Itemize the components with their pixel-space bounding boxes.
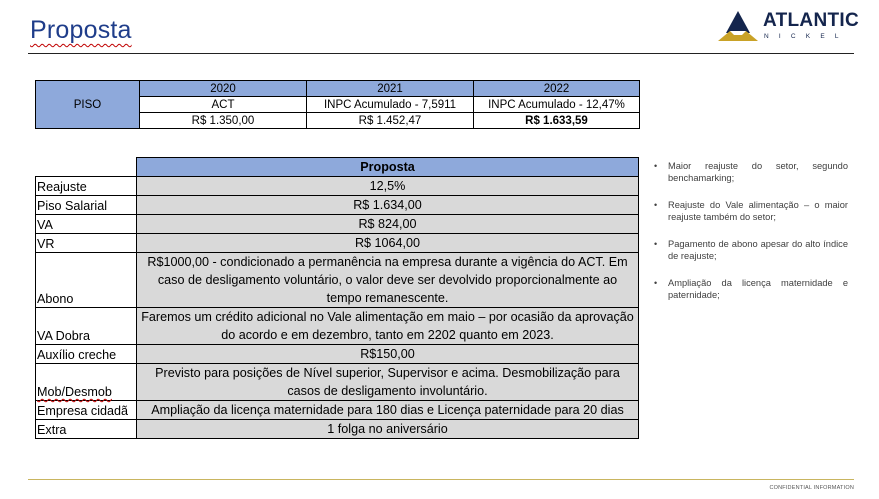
row-value: 12,5% [137, 177, 639, 196]
header-spacer [36, 158, 137, 177]
table-row [36, 308, 639, 345]
confidential-label: CONFIDENTIAL INFORMATION [769, 485, 854, 491]
row-value: Previsto para posições de Nível superior, Supervisor e acima. Desmobilização para casos de desligamento involuntário. [137, 364, 639, 401]
index-cell: INPC Acumulado - 12,47% [474, 97, 640, 113]
row-value: R$ 1064,00 [137, 234, 639, 253]
row-label: Extra [36, 420, 137, 439]
row-label: Abono [36, 253, 137, 308]
row-label-text: Mob/Desmob [37, 385, 112, 399]
row-value: R$ 824,00 [137, 215, 639, 234]
row-label: Piso Salarial [36, 196, 137, 215]
value-cell: R$ 1.350,00 [140, 113, 307, 129]
table-row [36, 253, 639, 308]
footer-divider [28, 479, 854, 480]
row-value: R$1000,00 - condicionado a permanência na empresa durante a vigência do ACT. Em caso de desligamento voluntário, o valor deve ser devolvido proporcionalmente ao tempo remanescente. [137, 253, 639, 308]
row-value: R$ 1.634,00 [137, 196, 639, 215]
atlantic-nickel-logo [716, 9, 859, 43]
row-value: 1 folga no aniversário [137, 420, 639, 439]
row-label [36, 364, 137, 401]
year-header: 2022 [474, 81, 640, 97]
page-title: Proposta [30, 16, 132, 44]
table-row [36, 401, 639, 420]
logo-subword: NICKEL [764, 33, 849, 40]
row-value: Faremos um crédito adicional no Vale alimentação em maio – por ocasião da aprovação do acordo e em dezembro, tanto em 2202 quanto em 2023. [137, 308, 639, 345]
index-cell: INPC Acumulado - 7,5911 [307, 97, 474, 113]
table-row [36, 364, 639, 401]
row-label: Reajuste [36, 177, 137, 196]
row-label: Empresa cidadã [36, 401, 137, 420]
row-value: Ampliação da licença maternidade para 180 dias e Licença paternidade para 20 dias [137, 401, 639, 420]
row-label: Auxílio creche [36, 345, 137, 364]
index-cell: ACT [140, 97, 307, 113]
title-divider [28, 53, 854, 54]
piso-label: PISO [36, 81, 140, 129]
highlight-item: • Ampliação da licença maternidade e paternidade; [652, 277, 848, 301]
row-label: VR [36, 234, 137, 253]
table-row [36, 177, 639, 196]
table-row [36, 196, 639, 215]
table-row [36, 420, 639, 439]
table-row [36, 234, 639, 253]
highlights-list [652, 160, 848, 316]
proposta-header: Proposta [137, 158, 639, 177]
value-cell: R$ 1.452,47 [307, 113, 474, 129]
logo-mark-icon [716, 9, 760, 43]
highlight-item: • Pagamento de abono apesar do alto índice de reajuste; [652, 238, 848, 262]
value-cell-highlight: R$ 1.633,59 [474, 113, 640, 129]
row-label: VA [36, 215, 137, 234]
year-header: 2020 [140, 81, 307, 97]
proposta-table [35, 157, 639, 439]
row-value: R$150,00 [137, 345, 639, 364]
table-row [36, 215, 639, 234]
row-label: VA Dobra [36, 308, 137, 345]
highlight-item: • Maior reajuste do setor, segundo benchamarking; [652, 160, 848, 184]
piso-table [35, 80, 640, 129]
table-row [36, 345, 639, 364]
logo-word: ATLANTIC [763, 10, 859, 31]
year-header: 2021 [307, 81, 474, 97]
highlight-item: • Reajuste do Vale alimentação – o maior reajuste também do setor; [652, 199, 848, 223]
